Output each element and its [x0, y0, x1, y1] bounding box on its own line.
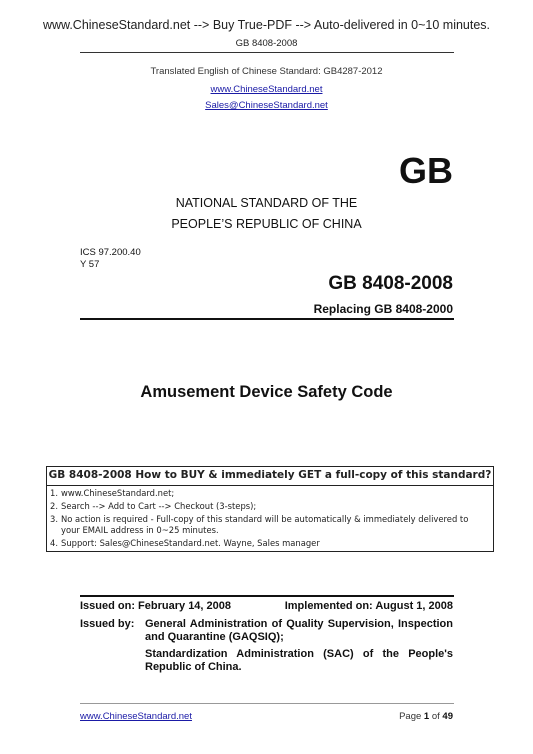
- buy-step-3: [50, 514, 468, 524]
- issuance-divider: [80, 595, 454, 597]
- page-total: 49: [442, 711, 453, 722]
- page-prefix: Page: [399, 711, 424, 722]
- buy-step-2: [50, 501, 256, 511]
- translation-note: Translated English of Chinese Standard: GB4287-2012: [150, 66, 383, 77]
- step-number: 1.: [50, 488, 58, 498]
- header-standard-code: GB 8408-2008: [235, 38, 298, 49]
- standard-divider: [80, 318, 454, 320]
- document-title: Amusement Device Safety Code: [140, 383, 393, 401]
- header-banner: www.ChineseStandard.net --> Buy True-PDF --> Auto-delivered in 0~10 minutes.: [42, 18, 491, 32]
- issuer-gaqsiq: General Administration of Quality Supervision, Inspection and Quarantine (GAQSIQ);: [145, 618, 453, 643]
- issued-on-date: Issued on: February 14, 2008: [80, 600, 232, 612]
- step-text: Support: Sales@ChineseStandard.net. Wayne, Sales manager: [61, 538, 320, 548]
- ics-code: ICS 97.200.40: [80, 247, 141, 258]
- buy-step-3-continuation: your EMAIL address in 0~25 minutes.: [61, 525, 219, 535]
- page-of: of: [429, 711, 443, 722]
- buy-instructions-box: [46, 466, 494, 552]
- buy-step-1: [50, 488, 174, 498]
- header-divider: [80, 52, 454, 53]
- implemented-on-date: Implemented on: August 1, 2008: [284, 600, 453, 612]
- email-link-container: [0, 100, 533, 111]
- gb-mark: GB: [399, 150, 453, 191]
- buy-box-heading: GB 8408-2008 How to BUY & immediately GET a full-copy of this standard?: [48, 469, 492, 481]
- step-number: 3.: [50, 514, 58, 524]
- issued-by-label: Issued by:: [80, 618, 135, 630]
- page-indicator: [399, 711, 453, 722]
- buy-box-divider: [47, 485, 493, 486]
- issuer-sac: Standardization Administration (SAC) of the People's Republic of China.: [145, 648, 453, 673]
- standard-number: GB 8408-2008: [328, 273, 453, 294]
- authority-line-1: NATIONAL STANDARD OF THE: [175, 196, 358, 210]
- footer-divider: [80, 703, 454, 704]
- buy-step-4: [50, 538, 320, 548]
- website-link[interactable]: www.ChineseStandard.net: [210, 84, 323, 95]
- footer-website-link[interactable]: www.ChineseStandard.net: [80, 711, 192, 722]
- replacing-note: Replacing GB 8408-2000: [313, 302, 453, 316]
- step-number: 4.: [50, 538, 58, 548]
- step-number: 2.: [50, 501, 58, 511]
- page-current: 1: [423, 711, 430, 722]
- step-text[interactable]: www.ChineseStandard.net;: [61, 488, 175, 498]
- website-link-container: [0, 84, 533, 95]
- authority-line-2: PEOPLE’S REPUBLIC OF CHINA: [171, 217, 362, 231]
- email-link[interactable]: Sales@ChineseStandard.net: [205, 100, 328, 111]
- footer-website-container: [80, 711, 192, 722]
- step-text: Search --> Add to Cart --> Checkout (3-steps);: [61, 501, 257, 511]
- classification-code: Y 57: [80, 259, 100, 270]
- step-text: No action is required - Full-copy of this standard will be automatically & immediately delivered to: [61, 514, 469, 524]
